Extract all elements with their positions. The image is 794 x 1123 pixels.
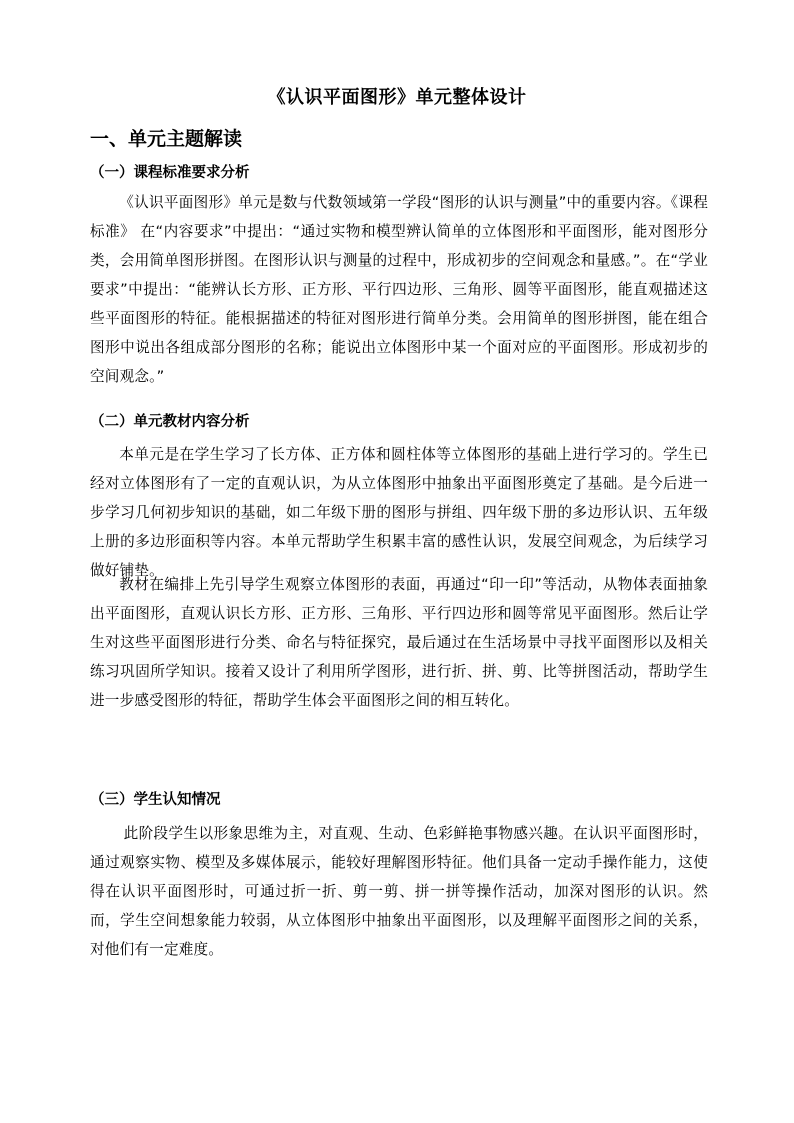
paragraph-textbook-content-2: 教材在编排上先引导学生观察立体图形的表面，再通过“印一印”等活动，从物体表面抽象出平面图形，直观认识长方形、正方形、三角形、平行四边形和圆等常见平面图形。然后让学生对这些平面图形进行分类、命名与特征探究，最后通过在生活场景中寻找平面图形以及相关练习巩固所学知识。接着又设计了利用所学图形，进行折、拼、剪、比等拼图活动，帮助学生进一步感受图形的特征，帮助学生体会平面图形之间的相互转化。 bbox=[90, 576, 708, 709]
section-heading-unit-theme: 一、单元主题解读 bbox=[90, 128, 243, 150]
subsection-heading-curriculum-standards: （一）课程标准要求分析 bbox=[90, 165, 250, 181]
paragraph-student-cognition: 此阶段学生以形象思维为主，对直观、生动、色彩鲜艳事物感兴趣。在认识平面图形时，通过观察实物、模型及多媒体展示，能较好理解图形特征。他们具备一定动手操作能力，这使得在认识平面图形时，可通过折一折、剪一剪、拼一拼等操作活动，加深对图形的认识。然而，学生空间想象能力较弱，从立体图形中抽象出平面图形，以及理解平面图形之间的关系，对他们有一定难度。 bbox=[90, 825, 708, 958]
subsection-heading-student-cognition: （三）学生认知情况 bbox=[90, 792, 221, 808]
paragraph-curriculum-standards: 《认识平面图形》单元是数与代数领域第一学段“图形的认识与测量”中的重要内容。《课程标准》 在“内容要求”中提出：“通过实物和模型辨认简单的立体图形和平面图形，能对图形分类，会用简单图形拼图。在图形认识与测量的过程中，形成初步的空间观念和量感。”。在“学业要求”中提出：“能辨认长方形、正方形、平行四边形、三角形、圆等平面图形，能直观描述这些平面图形的特征。能根据描述的特征对图形进行简单分类。会用简单的图形拼图，能在组合图形中说出各组成部分图形的名称；能说出立体图形中某一个面对应的平面图形。形成初步的空间观念。” bbox=[90, 194, 708, 385]
paragraph-textbook-content-1: 本单元是在学生学习了长方体、正方体和圆柱体等立体图形的基础上进行学习的。学生已经对立体图形有了一定的直观认识，为从立体图形中抽象出平面图形奠定了基础。是今后进一步学习几何初步知识的基础，如二年级下册的图形与拼组、四年级下册的多边形认识、五年级上册的多边形面积等内容。本单元帮助学生积累丰富的感性认识，发展空间观念，为后续学习做好铺垫。 bbox=[90, 446, 708, 579]
document-title: 《认识平面图形》单元整体设计 bbox=[267, 87, 527, 108]
subsection-heading-textbook-content: （二）单元教材内容分析 bbox=[90, 414, 250, 430]
